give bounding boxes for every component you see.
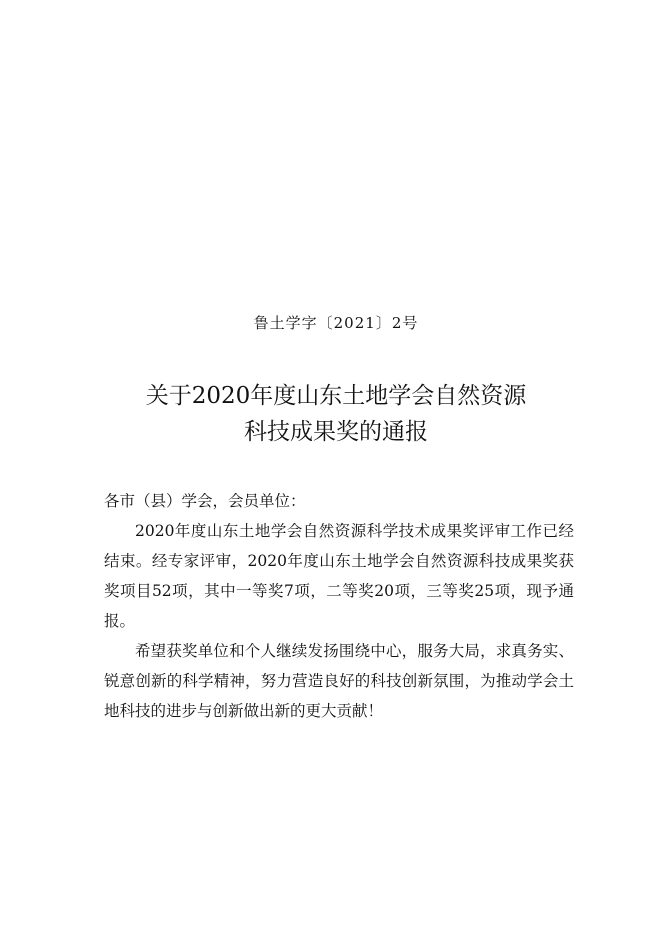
body-paragraph-2: 希望获奖单位和个人继续发扬围绕中心，服务大局，求真务实、锐意创新的科学精神，努力营造良好的科技创新氛围，为推动学会土地科技的进步与创新做出新的更大贡献！ <box>104 642 574 720</box>
document-title <box>0 378 672 450</box>
document-title-line-1: 关于2020年度山东土地学会自然资源 <box>145 383 527 409</box>
document-body <box>104 486 574 726</box>
document-title-line-2: 科技成果奖的通报 <box>244 419 428 445</box>
document-number: 鲁土学字〔2021〕2号 <box>253 314 419 332</box>
salutation: 各市（县）学会，会员单位： <box>104 492 306 510</box>
body-paragraph-1: 2020年度山东土地学会自然资源科学技术成果奖评审工作已经结束。经专家评审，2020年度山东土地学会自然资源科技成果奖获奖项目52项，其中一等奖7项，二等奖20项，三等奖25项，现予通报。 <box>104 522 574 630</box>
